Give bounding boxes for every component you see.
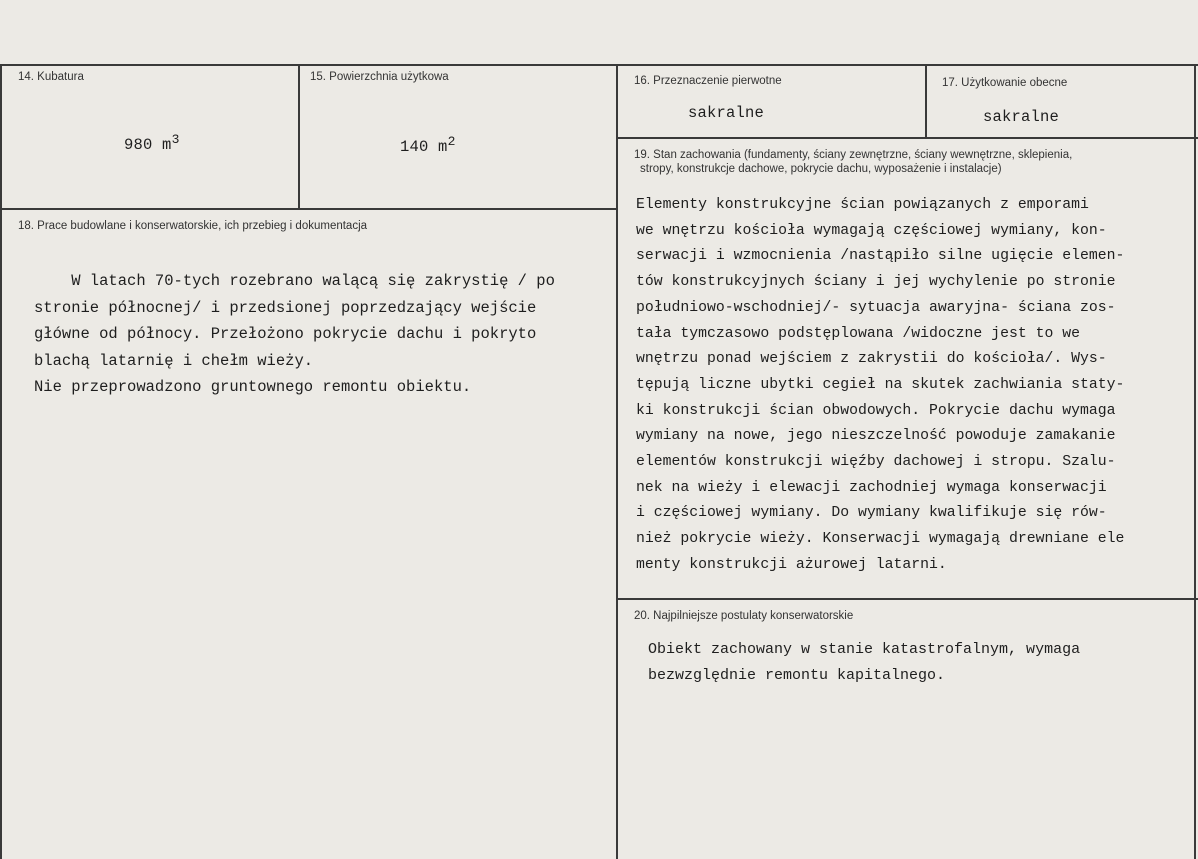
top-rule: [0, 64, 1198, 66]
right-border: [1194, 64, 1196, 859]
left-border: [0, 64, 2, 859]
postulaty-line: Obiekt zachowany w stanie katastrofalnym, wymaga: [648, 641, 1081, 658]
postulaty-label: 20. Najpilniejsze postulaty konserwatorskie: [634, 610, 854, 622]
divider-left-right: [616, 64, 618, 859]
powierzchnia-value: [362, 116, 456, 174]
stan-line: tępują liczne ubytki cegieł na skutek zachwiania staty-: [636, 376, 1125, 393]
uzytkowanie-value: sakralne: [983, 108, 1060, 126]
stan-line: nież pokrycie wieży. Konserwacji wymagają drewniane ele: [636, 531, 1125, 548]
stan-line: we wnętrzu kościoła wymagają częściowej wymiany, kon-: [636, 222, 1107, 239]
kubatura-label: 14. Kubatura: [18, 71, 84, 83]
prace-line: stronie północnej/ i przedsionej poprzedzający wejście: [34, 298, 537, 317]
kubatura-value: [86, 114, 180, 172]
prace-line: W latach 70-tych rozebrano walącą się zakrystię / po: [34, 272, 555, 290]
stan-line: tów konstrukcyjnych ściany i jej wychylenie po stronie: [636, 274, 1116, 291]
stan-label-line2: stropy, konstrukcje dachowe, pokrycie dachu, wyposażenie i instalacje): [640, 163, 1002, 175]
stan-line: ki konstrukcji ścian obwodowych. Pokrycie dachu wymaga: [636, 402, 1116, 419]
powierzchnia-exponent: 2: [447, 134, 456, 149]
stan-line: Elementy konstrukcyjne ścian powiązanych z emporami: [636, 197, 1089, 213]
prace-line: Nie przeprowadzono gruntownego remontu obiektu.: [34, 378, 472, 396]
hline-under-19: [616, 598, 1198, 600]
stan-line: tała tymczasowo podstęplowana /widoczne jest to we: [636, 325, 1080, 342]
divider-16-17: [925, 64, 927, 138]
postulaty-text: [648, 637, 1080, 689]
prace-label: 18. Prace budowlane i konserwatorskie, ich przebieg i dokumentacja: [18, 220, 368, 232]
stan-line: wymiany na nowe, jego nieszczelność powoduje zamakanie: [636, 428, 1116, 445]
kubatura-exponent: 3: [171, 132, 180, 147]
powierzchnia-label: 15. Powierzchnia użytkowa: [310, 71, 449, 83]
prace-text: [34, 268, 555, 401]
przeznaczenie-value: sakralne: [688, 104, 765, 122]
hline-under-14-15: [0, 208, 618, 210]
stan-line: i częściowej wymiany. Do wymiany kwalifikuje się rów-: [636, 505, 1107, 522]
stan-line: południowo-wschodniej/- sytuacja awaryjna- ściana zos-: [636, 299, 1116, 316]
stan-line: wnętrzu ponad wejściem z zakrystii do kościoła/. Wys-: [636, 351, 1107, 368]
prace-line: blachą latarnię i chełm wieży.: [34, 351, 314, 370]
divider-14-15: [298, 64, 300, 210]
powierzchnia-number: 140: [400, 138, 429, 157]
prace-line: główne od północy. Przełożono pokrycie dachu i pokryto: [34, 325, 537, 343]
kubatura-number: 980: [124, 136, 153, 155]
uzytkowanie-label: 17. Użytkowanie obecne: [942, 77, 1068, 89]
stan-label-line1: 19. Stan zachowania (fundamenty, ściany zewnętrzne, ściany wewnętrzne, sklepienia,: [634, 149, 1073, 161]
stan-line: nek na wieży i elewacji zachodniej wymaga konserwacji: [636, 479, 1107, 496]
stan-line: serwacji i wzmocnienia /nastąpiło silne ugięcie elemen-: [636, 248, 1125, 265]
stan-text: [636, 193, 1124, 579]
przeznaczenie-label: 16. Przeznaczenie pierwotne: [634, 75, 782, 87]
stan-line: elementów konstrukcji więźby dachowej i stropu. Szalu-: [636, 454, 1116, 471]
hline-under-16-17: [616, 137, 1198, 139]
powierzchnia-unit: m: [438, 138, 448, 157]
kubatura-unit: m: [162, 136, 172, 155]
stan-line: menty konstrukcji ażurowej latarni.: [636, 556, 947, 573]
postulaty-line: bezwzględnie remontu kapitalnego.: [648, 667, 946, 684]
